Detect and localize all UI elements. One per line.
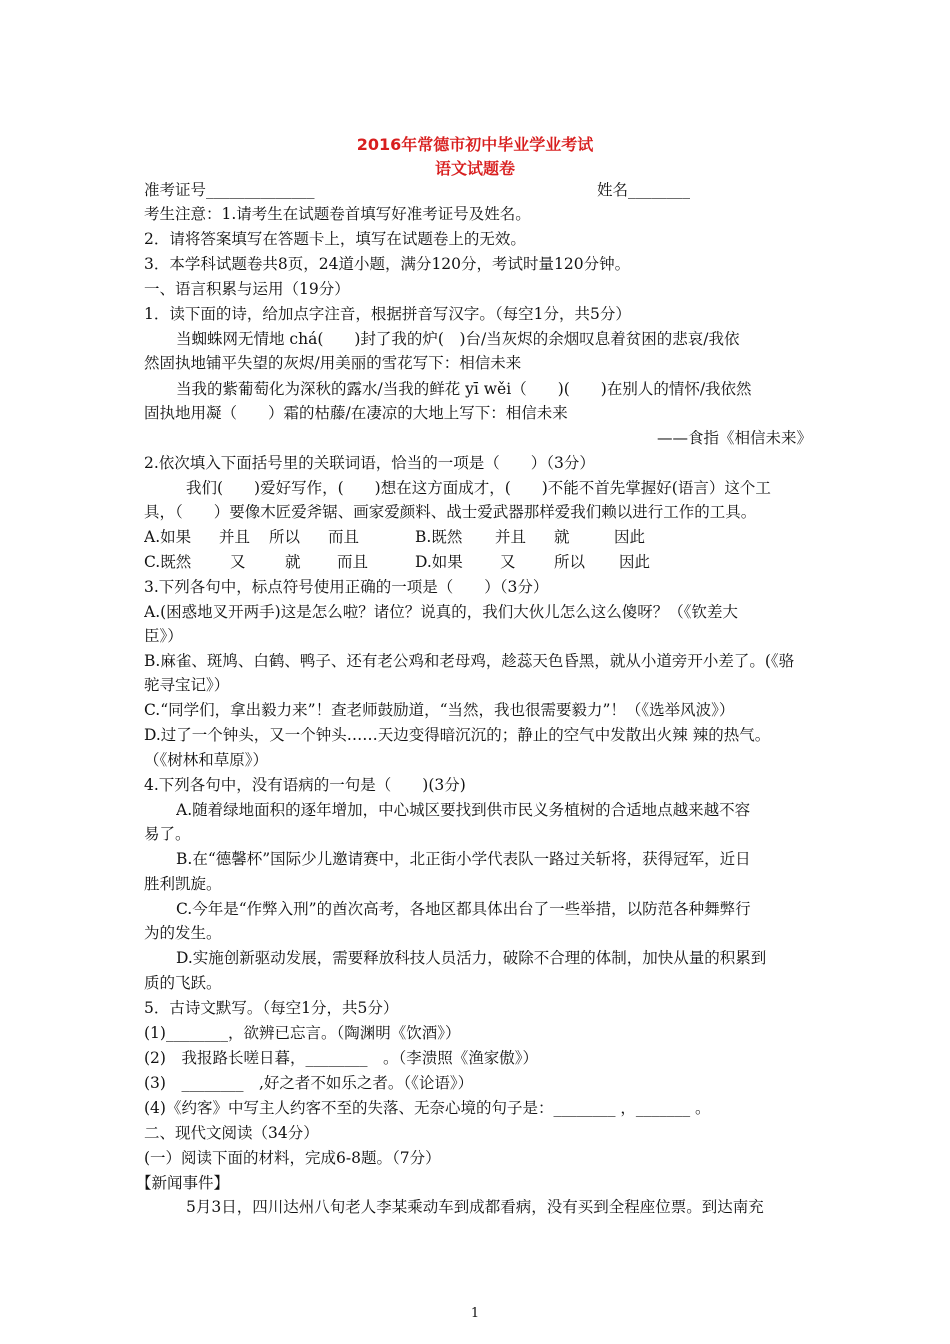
q4-line-3: B.在“德馨杯”国际少儿邀请赛中，北正街小学代表队一路过关斩将，获得冠军，近日	[176, 850, 751, 868]
name-label: 姓名________	[597, 181, 691, 199]
q3-line-5: C.“同学们，拿出毅力来”！查老师鼓励道，“当然，我也很需要毅力”！（《选举风波》）	[144, 701, 735, 719]
q3-line-1: A.(困惑地叉开两手)这是怎么啦？诸位？说真的，我们大伙儿怎么这么傻呀？（《钦差大	[144, 603, 738, 621]
q2-options-row-1	[144, 525, 812, 549]
q4-line-5: C.今年是“作弊入刑”的酋次高考，各地区都具体出台了一些举措，以防范各种舞弊行	[176, 900, 751, 918]
q1-line-2: 然固执地铺平失望的灰烬/用美丽的雪花写下：相信未来	[144, 354, 522, 372]
note-1: 考生注意：1.请考生在试题卷首填写好准考证号及姓名。	[144, 205, 531, 223]
note-3: 3．本学科试题卷共8页，24道小题，满分120分，考试时量120分钟。	[144, 255, 631, 273]
q1-stem: 1．读下面的诗，给加点字注音，根据拼音写汉字。（每空1分，共5分）	[144, 305, 631, 323]
q4-line-2: 易了。	[144, 825, 191, 843]
news-text: 5月3日，四川达州八旬老人李某乘动车到成都看病，没有买到全程座位票。到达南充	[186, 1198, 764, 1216]
q1-source: ——食指《相信未来》	[656, 429, 812, 447]
exam-title: 2016年常德市初中毕业学业考试	[356, 135, 594, 154]
q4-line-8: 质的飞跃。	[144, 974, 222, 992]
q2-opt-a-w4: 而且	[328, 528, 360, 546]
q2-opt-b: B.既然	[415, 528, 463, 546]
q2-opt-d-w4: 因此	[619, 553, 651, 571]
q4-stem: 4.下列各句中，没有语病的一句是（ )(3分)	[144, 776, 466, 794]
q2-opt-a: A.如果	[144, 528, 192, 546]
q2-line-1: 我们( )爱好写作，( )想在这方面成才，( )不能不首先掌握好(语言）这个工	[186, 479, 771, 497]
q3-line-2: 臣》）	[144, 627, 183, 645]
q2-stem: 2.依次填入下面括号里的关联词语，恰当的一项是（ ）（3分）	[144, 454, 595, 472]
q5-line-1: (1)________，欲辨已忘言。（陶渊明《饮酒》）	[144, 1024, 461, 1042]
q2-opt-d: D.如果	[415, 553, 463, 571]
q5-line-2: (2) 我报路长嗟日暮，________ 。（李溃照《渔家傲》）	[144, 1049, 538, 1067]
exam-id-label: 准考证号______________	[144, 181, 315, 199]
q2-opt-a-w3: 所以	[269, 528, 301, 546]
q4-line-7: D.实施创新驱动发展，需要释放科技人员活力，破除不合理的体制，加快从量的积累到	[176, 949, 767, 967]
q2-opt-b-w4: 因此	[614, 528, 646, 546]
q2-opt-c-w3: 就	[285, 553, 301, 571]
q1-line-3: 当我的紫葡萄化为深秋的露水/当我的鲜花 yī wěi（ )( )在别人的情怀/我依然	[176, 380, 752, 398]
q5-line-4: (4)《约客》中写主人约客不至的失落、无奈心境的句子是：________ ，_______ 。	[144, 1099, 711, 1117]
section1-heading: 一、语言积累与运用（19分）	[144, 280, 350, 298]
q2-opt-c-w4: 而且	[337, 553, 369, 571]
section2-heading: 二、现代文阅读（34分）	[144, 1124, 319, 1142]
q3-line-6: D.过了一个钟头，又一个钟头……天边变得暗沉沉的；静止的空气中发散出火辣 辣的热气。	[144, 726, 771, 744]
q5-stem: 5．古诗文默写。（每空1分，共5分）	[144, 999, 399, 1017]
exam-subtitle: 语文试题卷	[434, 159, 515, 178]
section2-part1: (一）阅读下面的材料，完成6-8题。（7分）	[144, 1149, 441, 1167]
q1-line-4: 固执地用凝（ ）霜的枯藤/在凄凉的大地上写下：相信未来	[144, 404, 568, 422]
q2-opt-c: C.既然	[144, 553, 192, 571]
q4-line-4: 胜利凯旋。	[144, 875, 222, 893]
q2-line-2: 具，（ ）要像木匠爱斧锯、画家爱颜料、战士爱武器那样爱我们赖以进行工作的工具。	[144, 503, 757, 521]
q3-line-7: （《树林和草原》）	[144, 751, 269, 769]
news-heading: 【新闻事件】	[136, 1174, 230, 1192]
q2-options-row-2	[144, 550, 812, 574]
q3-line-3: B.麻雀、斑鸠、白鹤、鸭子、还有老公鸡和老母鸡，趁蕊天色昏黑，就从小道旁开小差了。(《骆	[144, 652, 795, 670]
q5-line-3: (3) ________ ,好之者不如乐之者。（《论语》）	[144, 1074, 474, 1092]
q2-opt-d-w2: 又	[500, 553, 516, 571]
q2-opt-b-w2: 并且	[495, 528, 527, 546]
page-number: 1	[470, 1306, 480, 1321]
q4-line-1: A.随着绿地面积的逐年增加，中心城区要找到供市民义务植树的合适地点越来越不容	[176, 801, 751, 819]
note-2: 2．请将答案填写在答题卡上，填写在试题卷上的无效。	[144, 230, 526, 248]
q3-line-4: 驼寻宝记》）	[144, 676, 230, 694]
q2-opt-c-w2: 又	[230, 553, 246, 571]
q1-line-1: 当蜘蛛网无情地 chá( )封了我的炉( )台/当灰烬的余烟叹息着贫困的悲哀/我依	[176, 330, 740, 348]
q3-stem: 3.下列各句中，标点符号使用正确的一项是（ ）（3分）	[144, 578, 549, 596]
q2-opt-a-w2: 并且	[219, 528, 251, 546]
q4-line-6: 为的发生。	[144, 924, 222, 942]
q2-opt-b-w3: 就	[554, 528, 570, 546]
q2-opt-d-w3: 所以	[554, 553, 586, 571]
